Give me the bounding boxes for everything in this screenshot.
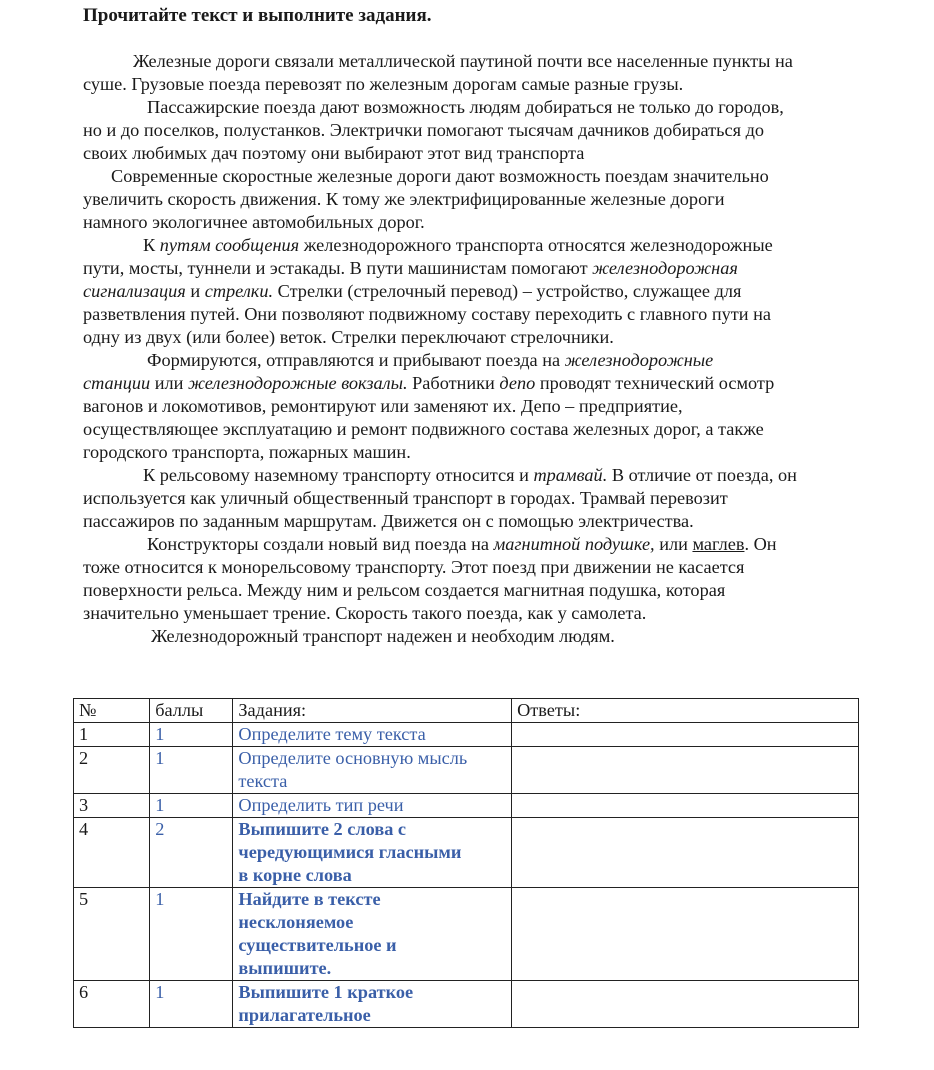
task-text — [233, 981, 512, 1028]
task-number: 5 — [74, 888, 150, 981]
table-row — [74, 747, 859, 794]
text-fragment: суше. Грузовые поезда перевозят по железным дорогам самые разные грузы. — [83, 74, 684, 94]
text-line — [83, 395, 883, 418]
task-text-line: Определить тип речи — [238, 795, 404, 815]
text-line — [83, 625, 883, 648]
answer-cell[interactable] — [512, 794, 859, 818]
text-fragment: увеличить скорость движения. К тому же электрифицированные железные дороги — [83, 189, 725, 209]
text-fragment: маглев — [692, 534, 745, 554]
text-fragment: Стрелки (стрелочный перевод) – устройство, служащее для — [273, 281, 742, 301]
text-fragment: осуществляющее эксплуатацию и ремонт подвижного состава железных дорог, а также — [83, 419, 764, 439]
text-fragment: стрелки. — [204, 281, 274, 301]
task-number: 2 — [74, 747, 150, 794]
task-points: 1 — [150, 888, 233, 981]
task-text-line: существительное и — [238, 935, 397, 955]
text-line — [83, 257, 883, 280]
text-line — [83, 372, 883, 395]
text-fragment: Современные скоростные железные дороги дают возможность поездам значительно — [111, 166, 769, 186]
text-fragment: сигнализация — [83, 281, 186, 301]
task-text-line: Выпишите 2 слова с — [238, 819, 407, 839]
text-line — [83, 464, 883, 487]
task-points: 1 — [150, 794, 233, 818]
text-fragment: В отличие от поезда, он — [607, 465, 797, 485]
text-line — [83, 119, 883, 142]
text-fragment: пассажиров по заданным маршрутам. Движется он с помощью электричества. — [83, 511, 694, 531]
task-text-line: прилагательное — [238, 1005, 371, 1025]
text-fragment: но и до поселков, полустанков. Электрички помогают тысячам дачников добираться до — [83, 120, 765, 140]
task-text-line: чередующимися гласными — [238, 842, 462, 862]
header-task: Задания: — [233, 699, 512, 723]
text-fragment: своих любимых дач поэтому они выбирают этот вид транспорта — [83, 143, 585, 163]
header-answer: Ответы: — [512, 699, 859, 723]
text-line — [83, 441, 883, 464]
reading-text — [83, 50, 883, 648]
task-text-line: выпишите. — [238, 958, 332, 978]
table-row — [74, 818, 859, 888]
text-fragment: или — [150, 373, 189, 393]
text-fragment: значительно уменьшает трение. Скорость такого поезда, как у самолета. — [83, 603, 647, 623]
text-fragment: используется как уличный общественный транспорт в городах. Трамвай перевозит — [83, 488, 728, 508]
text-line — [83, 579, 883, 602]
text-fragment: станции — [83, 373, 151, 393]
task-text-line: текста — [238, 771, 288, 791]
task-text-line: Найдите в тексте — [238, 889, 381, 909]
answer-cell[interactable] — [512, 888, 859, 981]
text-fragment: разветвления путей. Они позволяют подвижному составу переходить с главного пути на — [83, 304, 772, 324]
task-number: 1 — [74, 723, 150, 747]
text-fragment: депо — [499, 373, 536, 393]
text-line — [83, 142, 883, 165]
text-fragment: или — [654, 534, 693, 554]
text-fragment: поверхности рельса. Между ним и рельсом создается магнитная подушка, которая — [83, 580, 726, 600]
task-text-line: Определите тему текста — [238, 724, 426, 744]
header-points: баллы — [150, 699, 233, 723]
text-line — [83, 96, 883, 119]
task-points: 1 — [150, 747, 233, 794]
text-fragment: Работники — [407, 373, 500, 393]
text-line — [83, 556, 883, 579]
task-points: 2 — [150, 818, 233, 888]
task-text — [233, 818, 512, 888]
text-line — [83, 303, 883, 326]
text-fragment: Железные дороги связали металлической паутиной почти все населенные пункты на — [133, 51, 793, 71]
task-text — [233, 747, 512, 794]
task-text — [233, 888, 512, 981]
text-line — [83, 280, 883, 303]
text-fragment: железнодорожного транспорта относятся железнодорожные — [299, 235, 773, 255]
answer-cell[interactable] — [512, 747, 859, 794]
text-line — [83, 510, 883, 533]
table-row — [74, 794, 859, 818]
task-number: 6 — [74, 981, 150, 1028]
text-line — [83, 234, 883, 257]
task-points: 1 — [150, 981, 233, 1028]
text-fragment: Железнодорожный транспорт надежен и необходим людям. — [151, 626, 615, 646]
text-fragment: пути, мосты, туннели и эстакады. В пути машинистам помогают — [83, 258, 593, 278]
table-row — [74, 723, 859, 747]
text-line — [83, 349, 883, 372]
task-text-line: несклоняемое — [238, 912, 354, 932]
text-line — [83, 50, 883, 73]
tasks-table — [73, 698, 859, 1028]
table-row — [74, 888, 859, 981]
text-line — [83, 487, 883, 510]
task-number: 4 — [74, 818, 150, 888]
answer-cell[interactable] — [512, 723, 859, 747]
text-fragment: железнодорожные — [564, 350, 714, 370]
text-fragment: железнодорожная — [592, 258, 738, 278]
text-line — [83, 73, 883, 96]
text-line — [83, 326, 883, 349]
task-text — [233, 723, 512, 747]
text-line — [83, 211, 883, 234]
page-heading: Прочитайте текст и выполните задания. — [83, 5, 432, 26]
text-fragment: Конструкторы создали новый вид поезда на — [147, 534, 494, 554]
text-fragment: железнодорожные вокзалы. — [188, 373, 408, 393]
task-text-line: Определите основную мысль — [238, 748, 468, 768]
header-number: № — [74, 699, 150, 723]
text-fragment: и — [185, 281, 205, 301]
table-row — [74, 981, 859, 1028]
text-fragment: городского транспорта, пожарных машин. — [83, 442, 411, 462]
text-fragment: . Он — [744, 534, 777, 554]
answer-cell[interactable] — [512, 818, 859, 888]
text-fragment: магнитной подушке, — [493, 534, 655, 554]
text-line — [83, 418, 883, 441]
text-line — [83, 533, 883, 556]
text-fragment: К рельсовому наземному транспорту относится и — [143, 465, 534, 485]
task-number: 3 — [74, 794, 150, 818]
task-text-line: в корне слова — [238, 865, 352, 885]
text-fragment: К — [143, 235, 160, 255]
table-header-row — [74, 699, 859, 723]
text-line — [83, 602, 883, 625]
text-fragment: Формируются, отправляются и прибывают поезда на — [147, 350, 565, 370]
text-fragment: трамвай. — [533, 465, 608, 485]
task-points: 1 — [150, 723, 233, 747]
text-line — [83, 188, 883, 211]
text-fragment: проводят технический осмотр — [535, 373, 775, 393]
answer-cell[interactable] — [512, 981, 859, 1028]
task-text — [233, 794, 512, 818]
text-line — [83, 165, 883, 188]
text-fragment: путям сообщения — [159, 235, 300, 255]
text-fragment: тоже относится к монорельсовому транспорту. Этот поезд при движении не касается — [83, 557, 745, 577]
text-fragment: одну из двух (или более) веток. Стрелки переключают стрелочники. — [83, 327, 614, 347]
text-fragment: вагонов и локомотивов, ремонтируют или заменяют их. Депо – предприятие, — [83, 396, 683, 416]
text-fragment: Пассажирские поезда дают возможность людям добираться не только до городов, — [147, 97, 784, 117]
task-text-line: Выпишите 1 краткое — [238, 982, 414, 1002]
text-fragment: намного экологичнее автомобильных дорог. — [83, 212, 425, 232]
